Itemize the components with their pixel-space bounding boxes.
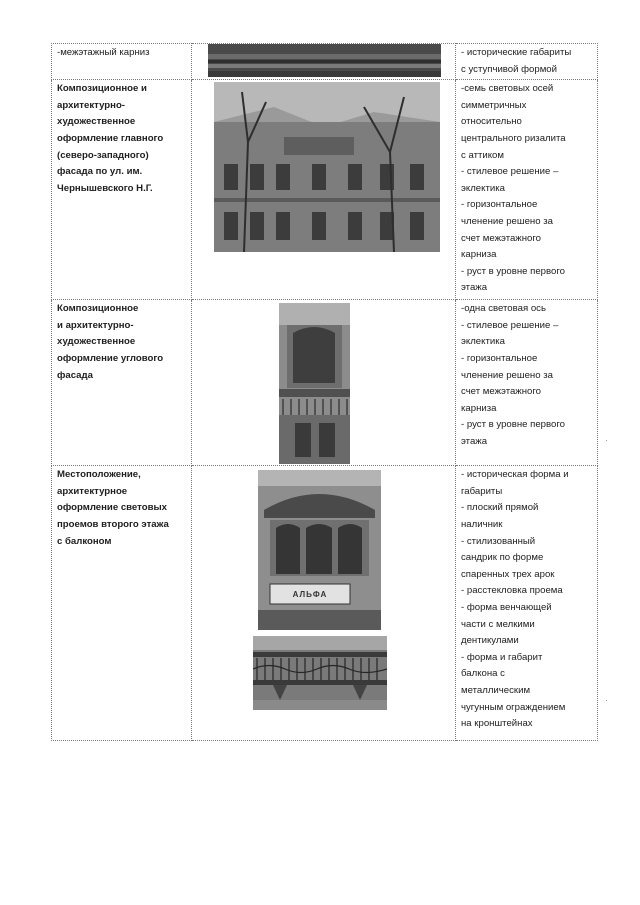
- notes-cell: [456, 80, 598, 300]
- note-line: центрального ризалита: [461, 132, 566, 144]
- note-line: - плоский прямой: [461, 502, 539, 514]
- table-row: [52, 44, 598, 80]
- note-line: металлическим: [461, 684, 531, 696]
- store-sign-text: АЛЬФА: [292, 590, 328, 600]
- element-line: оформление углового: [57, 352, 164, 364]
- note-line: габариты: [461, 485, 503, 497]
- element-line: Композиционное: [57, 303, 139, 315]
- note-line: дентикулами: [461, 635, 519, 647]
- note-line: сандрик по форме: [461, 552, 544, 564]
- element-cell: [52, 300, 192, 466]
- note-line: эклектика: [461, 182, 505, 194]
- notes-cell: [456, 300, 598, 466]
- table-row: [52, 80, 598, 300]
- note-line: счет межэтажного: [461, 232, 541, 244]
- element-line: Местоположение,: [57, 469, 141, 481]
- window-photo: [258, 470, 381, 630]
- note-line: - расстекловка проема: [461, 585, 563, 597]
- note-line: с аттиком: [461, 149, 504, 161]
- note-line: этажа: [461, 435, 488, 447]
- note-line: - руст в уровне первого: [461, 265, 565, 277]
- note-line: - горизонтальное: [461, 352, 538, 364]
- photo-cell: [192, 300, 456, 466]
- table-row: [52, 300, 598, 466]
- scan-speck: [606, 700, 607, 701]
- note-line: - исторические габариты: [461, 47, 572, 58]
- note-line: - руст в уровне первого: [461, 419, 565, 431]
- element-line: фасада по ул. им.: [57, 166, 143, 178]
- table-row: [52, 466, 598, 741]
- note-line: - горизонтальное: [461, 199, 538, 211]
- note-line: карниза: [461, 249, 497, 261]
- element-cell: [52, 466, 192, 741]
- note-line: - форма венчающей: [461, 601, 552, 613]
- note-line: части с мелкими: [461, 618, 535, 630]
- note-line: спаренных трех арок: [461, 568, 555, 580]
- element-line: Композиционное и: [57, 83, 147, 95]
- specification-table: [51, 43, 598, 741]
- main-facade-photo: [214, 82, 440, 252]
- balcony-photo: [253, 636, 387, 710]
- note-line: наличник: [461, 518, 503, 530]
- photo-cell: [192, 44, 456, 80]
- note-line: - форма и габарит: [461, 651, 543, 663]
- note-line: - стилевое решение –: [461, 319, 559, 331]
- element-cell: [52, 44, 192, 80]
- note-line: членение решено за: [461, 369, 553, 381]
- element-line: оформление световых: [57, 502, 167, 514]
- note-line: относительно: [461, 116, 522, 128]
- note-line: карниза: [461, 402, 497, 414]
- corner-facade-photo: [279, 303, 350, 464]
- element-line: с балконом: [57, 535, 112, 547]
- photo-cell: [192, 466, 456, 741]
- photo-cell: [192, 80, 456, 300]
- note-line: - историческая форма и: [461, 469, 569, 481]
- note-line: эклектика: [461, 336, 505, 348]
- note-line: - стилевое решение –: [461, 166, 559, 178]
- note-line: с уступчивой формой: [461, 63, 558, 75]
- note-line: -семь световых осей: [461, 83, 554, 95]
- element-line: фасада: [57, 369, 93, 381]
- element-line: оформление главного: [57, 132, 164, 144]
- scan-speck: [606, 440, 607, 441]
- element-line: архитектурно-: [57, 99, 125, 111]
- element-line: архитектурное: [57, 485, 128, 497]
- element-line: проемов второго этажа: [57, 518, 169, 530]
- note-line: чугунным ограждением: [461, 701, 566, 713]
- element-line: (северо-западного): [57, 149, 149, 161]
- cornice-photo: [208, 44, 441, 77]
- element-line: Чернышевского Н.Г.: [57, 182, 153, 194]
- element-cell: [52, 80, 192, 300]
- note-line: счет межэтажного: [461, 386, 541, 398]
- note-line: балкона с: [461, 668, 505, 680]
- note-line: -одна световая ось: [461, 303, 546, 315]
- note-line: на кронштейнах: [461, 718, 533, 730]
- element-line: художественное: [57, 336, 136, 348]
- notes-cell: [456, 44, 598, 80]
- note-line: этажа: [461, 282, 488, 294]
- element-line: и архитектурно-: [57, 319, 134, 331]
- store-sign: [274, 588, 346, 602]
- element-line: художественное: [57, 116, 136, 128]
- notes-cell: [456, 466, 598, 741]
- element-line: -межэтажный карниз: [57, 47, 150, 58]
- note-line: симметричных: [461, 99, 527, 111]
- note-line: - стилизованный: [461, 535, 536, 547]
- note-line: членение решено за: [461, 215, 553, 227]
